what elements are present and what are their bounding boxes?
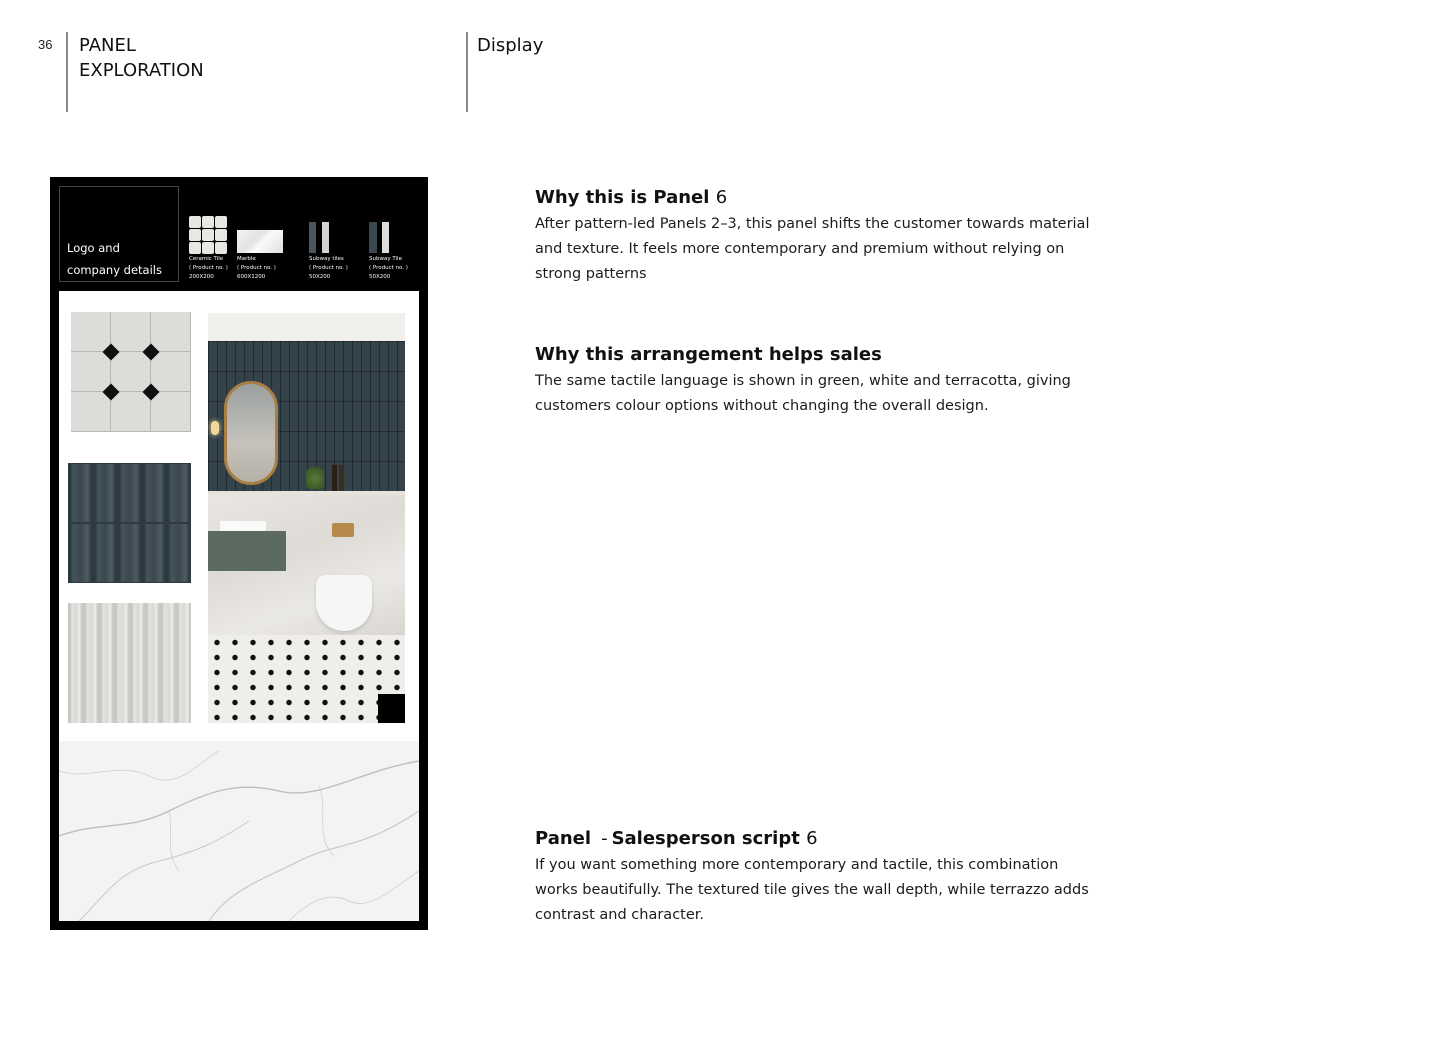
section-title-line1: PANEL [79,35,136,56]
swatch-name: Subway Tile [369,256,402,262]
marble-swatch [237,230,283,253]
salesperson-script-body: If you want something more contemporary and tactile, this combination works beautifully. The textured tile gives the wall depth, while terrazzo adds contrast and character. [535,857,1089,923]
subway-tile-swatch [369,222,389,253]
salesperson-script-section [535,827,1095,928]
swatch-name: Subway tiles [309,256,344,262]
header-divider-left [66,32,68,112]
swatch-product: ( Product no. ) [189,265,228,271]
subway-tiles-label [309,255,348,282]
panel-number: 6 [806,828,818,849]
octagon-tile-sample [71,312,191,432]
why-arrangement-section [535,343,1095,419]
why-panel-section [535,186,1095,287]
subway-tile-label [369,255,408,282]
panel-board [50,177,428,930]
marble-label [237,255,276,282]
subway-tiles-swatch [309,222,329,253]
swatch-product: ( Product no. ) [369,265,408,271]
heading-script-text: Salesperson script [611,828,800,849]
why-arrangement-body: The same tactile language is shown in green, white and terracotta, giving customers colour options without changing the overall design. [535,373,1071,414]
vanity [208,531,286,571]
light-bevel-tile-sample [68,603,191,723]
display-area [59,291,419,741]
swatch-size: 600X1200 [237,274,266,280]
section-title-line2: EXPLORATION [79,60,204,81]
logo-text-line2: company details [67,263,162,277]
page-number: 36 [38,37,53,52]
corner-marker [378,694,405,723]
mirror [224,381,278,485]
ceramic-tile-label [189,255,228,282]
swatch-size: 50X200 [309,274,331,280]
swatch-size: 50X200 [369,274,391,280]
heading-text: Why this is Panel [535,187,710,208]
why-arrangement-heading: Why this arrangement helps sales [535,344,882,365]
salesperson-script-heading [535,827,1095,851]
logo-placeholder [59,186,179,282]
bathroom-render-image [208,313,405,723]
why-panel-body: After pattern-led Panels 2–3, this panel shifts the customer towards material and texture. It feels more contemporary and premium without relying on strong patterns [535,216,1090,282]
swatch-name: Ceramic Tile [189,256,224,262]
marble-slab-sample [59,741,419,921]
panel-number: 6 [715,187,728,208]
swatch-product: ( Product no. ) [309,265,348,271]
heading-panel-text: Panel [535,828,592,849]
why-panel-heading [535,186,1095,210]
swatch-size: 200X200 [189,274,214,280]
header-divider-right [466,32,468,112]
display-label: Display [477,35,544,56]
section-title [79,33,204,83]
swatch-name: Marble [237,256,256,262]
ceramic-tile-swatch [189,216,227,254]
swatch-product: ( Product no. ) [237,265,276,271]
heading-dash: - [601,828,608,849]
toilet [316,575,372,631]
logo-text-line1: Logo and [67,241,120,255]
dark-bevel-tile-sample [68,463,191,583]
